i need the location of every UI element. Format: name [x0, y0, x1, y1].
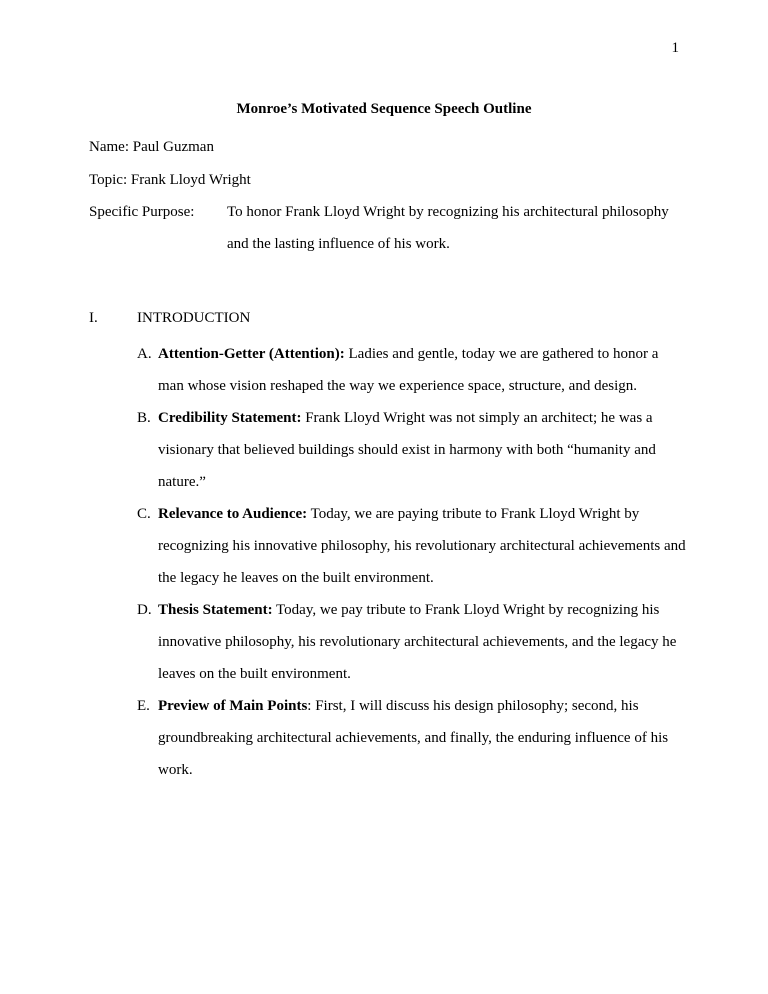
item-letter: B.	[137, 410, 151, 426]
item-body: : First, I will discuss his design philosophy; second, his groundbreaking architectural achievements, and finally, the enduring influence of his work.	[158, 698, 669, 778]
item-body: Frank Lloyd Wright was not simply an architect; he was a visionary that believed buildings should exist in harmony with both “humanity and nature.”	[158, 410, 656, 490]
item-letter: D.	[137, 602, 152, 618]
item-heading: Credibility Statement:	[158, 410, 302, 426]
item-letter: A.	[137, 346, 152, 362]
topic-field: Topic: Frank Lloyd Wright	[89, 172, 251, 188]
outline-item-attention	[137, 338, 687, 402]
specific-purpose-label: Specific Purpose:	[89, 204, 195, 220]
section-title: INTRODUCTION	[137, 310, 251, 326]
outline-item-relevance	[137, 498, 687, 594]
item-heading: Preview of Main Points	[158, 698, 308, 714]
item-body: Ladies and gentle, today we are gathered to honor a man whose vision reshaped the way we experience space, structure, and design.	[158, 346, 659, 394]
outline-items	[137, 338, 687, 786]
document-title: Monroe’s Motivated Sequence Speech Outline	[236, 101, 532, 117]
page-number: 1	[671, 40, 679, 56]
item-body: Today, we are paying tribute to Frank Lloyd Wright by recognizing his innovative philosophy, his revolutionary architectural achievements and the legacy he leaves on the built environment.	[158, 506, 686, 586]
item-heading: Attention-Getter (Attention):	[158, 346, 345, 362]
item-heading: Thesis Statement:	[158, 602, 273, 618]
item-body: Today, we pay tribute to Frank Lloyd Wright by recognizing his innovative philosophy, his revolutionary architectural achievements, and the legacy he leaves on the built environment.	[158, 602, 677, 682]
item-letter: C.	[137, 506, 151, 522]
section-numeral: I.	[89, 310, 98, 326]
outline-item-credibility	[137, 402, 687, 498]
item-heading: Relevance to Audience:	[158, 506, 308, 522]
outline-item-preview	[137, 690, 687, 786]
item-letter: E.	[137, 698, 150, 714]
name-field: Name: Paul Guzman	[89, 139, 214, 155]
specific-purpose-text: To honor Frank Lloyd Wright by recognizing his architectural philosophy and the lasting influence of his work.	[227, 204, 669, 252]
outline-item-thesis	[137, 594, 687, 690]
